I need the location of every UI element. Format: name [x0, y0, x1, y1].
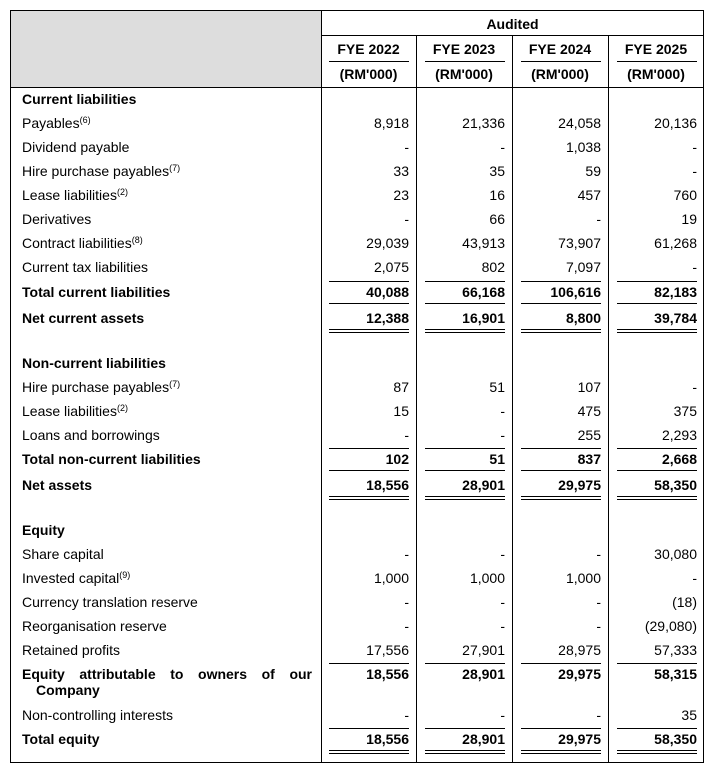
value-cell: -	[404, 427, 409, 443]
value-cell: 1,000	[469, 570, 505, 586]
value-cell: 19	[681, 211, 697, 227]
value-cell: 2,075	[373, 259, 409, 275]
value-cell: -	[404, 211, 409, 227]
value-cell: 1,000	[565, 570, 601, 586]
row-label	[22, 731, 100, 747]
value-cell: -	[692, 139, 697, 155]
header-blank-cell	[11, 11, 321, 87]
total-top-rule	[329, 281, 409, 282]
value-cell: -	[596, 546, 601, 562]
table-row	[11, 614, 705, 638]
table-row	[11, 542, 705, 566]
value-cell: 1,000	[373, 570, 409, 586]
row-label-text: Lease liabilities	[22, 403, 117, 419]
value-cell: 18,556	[366, 666, 409, 682]
total-double-rule	[521, 499, 601, 500]
total-bottom-rule	[617, 750, 697, 751]
total-top-rule	[617, 448, 697, 449]
value-cell: -	[500, 618, 505, 634]
header-underline	[329, 61, 409, 62]
value-cell: 15	[393, 403, 409, 419]
row-label-text: Current tax liabilities	[22, 259, 149, 275]
table-row	[11, 590, 705, 614]
row-label	[22, 91, 136, 107]
unit-header: (RM'000)	[435, 66, 493, 82]
value-cell: 59	[585, 163, 601, 179]
row-label	[22, 235, 143, 251]
total-top-rule	[329, 728, 409, 729]
value-cell: (18)	[672, 594, 697, 610]
table-row	[11, 207, 705, 231]
table-row	[11, 87, 705, 111]
row-label	[22, 379, 180, 395]
table-row	[11, 231, 705, 255]
value-cell: 837	[577, 451, 601, 467]
value-cell: 102	[385, 451, 409, 467]
table-row	[11, 351, 705, 375]
total-bottom-rule	[425, 329, 505, 330]
year-header: FYE 2025	[624, 41, 688, 57]
value-cell: 61,268	[654, 235, 697, 251]
total-double-rule	[617, 753, 697, 754]
value-cell: 7,097	[565, 259, 601, 275]
unit-header: (RM'000)	[627, 66, 685, 82]
total-bottom-rule	[329, 750, 409, 751]
table-row	[11, 566, 705, 590]
value-cell: -	[500, 546, 505, 562]
value-cell: -	[500, 403, 505, 419]
value-cell: 30,080	[654, 546, 697, 562]
row-label	[22, 594, 198, 610]
value-cell: 107	[577, 379, 601, 395]
total-bottom-rule	[329, 470, 409, 471]
total-double-rule	[425, 753, 505, 754]
header-divider	[321, 35, 703, 36]
table-row	[11, 159, 705, 183]
footnote-marker: (7)	[169, 379, 181, 389]
row-label-text: Hire purchase payables	[22, 379, 170, 395]
row-label	[22, 259, 148, 275]
value-cell: 28,975	[558, 642, 601, 658]
total-bottom-rule	[521, 496, 601, 497]
row-label	[22, 355, 166, 371]
header-underline	[425, 61, 505, 62]
value-cell: 29,975	[558, 666, 601, 682]
value-cell: -	[404, 139, 409, 155]
value-cell: 2,293	[661, 427, 697, 443]
row-label-text: Non-controlling interests	[22, 707, 173, 723]
row-label	[22, 642, 120, 658]
value-cell: 475	[577, 403, 601, 419]
value-cell: 255	[577, 427, 601, 443]
value-cell: -	[404, 707, 409, 723]
row-label-text: Net current assets	[22, 310, 145, 326]
value-cell: -	[500, 139, 505, 155]
value-cell: 29,975	[558, 731, 601, 747]
value-cell: -	[692, 163, 697, 179]
total-bottom-rule	[425, 470, 505, 471]
total-double-rule	[425, 499, 505, 500]
row-label-text: Contract liabilities	[22, 235, 132, 251]
value-cell: 58,350	[654, 731, 697, 747]
total-double-rule	[521, 753, 601, 754]
value-cell: 73,907	[558, 235, 601, 251]
table-row	[11, 399, 705, 423]
value-cell: 21,336	[462, 115, 505, 131]
row-label-text: Lease liabilities	[22, 187, 117, 203]
unit-header: (RM'000)	[339, 66, 398, 82]
value-cell: -	[692, 259, 697, 275]
row-label	[22, 427, 160, 443]
table-row	[11, 703, 705, 727]
total-bottom-rule	[521, 750, 601, 751]
total-bottom-rule	[617, 470, 697, 471]
total-top-rule	[329, 448, 409, 449]
value-cell: 82,183	[654, 284, 697, 300]
value-cell: 28,901	[462, 666, 505, 682]
total-top-rule	[425, 281, 505, 282]
total-top-rule	[617, 281, 697, 282]
table-row	[11, 447, 705, 471]
total-double-rule	[425, 332, 505, 333]
value-cell: 2,668	[661, 451, 697, 467]
row-label	[22, 618, 167, 634]
table-row	[11, 727, 705, 751]
row-label-text: Total equity	[22, 731, 100, 747]
value-cell: 20,136	[654, 115, 697, 131]
table-row	[11, 638, 705, 662]
value-cell: 1,038	[565, 139, 601, 155]
row-label	[22, 451, 201, 467]
value-cell: 51	[489, 451, 505, 467]
footnote-marker: (2)	[116, 403, 128, 413]
row-label	[22, 163, 180, 179]
year-header: FYE 2023	[432, 41, 496, 57]
total-bottom-rule	[425, 496, 505, 497]
row-label	[22, 666, 312, 698]
row-label	[22, 546, 104, 562]
value-cell: -	[596, 707, 601, 723]
table-row	[11, 423, 705, 447]
value-cell: 35	[489, 163, 505, 179]
footnote-marker: (7)	[169, 163, 181, 173]
footnote-marker: (6)	[79, 115, 91, 125]
footnote-marker: (8)	[131, 235, 143, 245]
value-cell: 16,901	[462, 310, 505, 326]
value-cell: -	[404, 618, 409, 634]
total-top-rule	[521, 281, 601, 282]
table-row	[11, 518, 705, 542]
row-label	[22, 139, 129, 155]
footnote-marker: (2)	[116, 187, 128, 197]
value-cell: -	[500, 707, 505, 723]
row-label-text: Equity	[22, 522, 65, 538]
table-row	[11, 255, 705, 279]
row-label-text: Invested capital	[22, 570, 120, 586]
value-cell: -	[692, 379, 697, 395]
total-double-rule	[617, 499, 697, 500]
year-header: FYE 2022	[337, 41, 400, 57]
total-bottom-rule	[329, 329, 409, 330]
value-cell: 8,800	[565, 310, 601, 326]
table-row	[11, 280, 705, 304]
value-cell: 802	[481, 259, 505, 275]
row-label-text: Hire purchase payables	[22, 163, 170, 179]
row-label-continuation: Company	[36, 682, 100, 698]
row-label	[22, 570, 130, 586]
total-bottom-rule	[617, 329, 697, 330]
total-bottom-rule	[425, 750, 505, 751]
value-cell: 51	[489, 379, 505, 395]
total-double-rule	[617, 332, 697, 333]
row-label-text: Total non-current liabilities	[22, 451, 201, 467]
total-top-rule	[521, 663, 601, 664]
row-label-text: Loans and borrowings	[22, 427, 160, 443]
value-cell: 29,039	[366, 235, 409, 251]
total-double-rule	[329, 332, 409, 333]
header-underline	[617, 61, 697, 62]
total-bottom-rule	[617, 303, 697, 304]
row-label-text: Non-current liabilities	[22, 355, 166, 371]
value-cell: 58,350	[654, 477, 697, 493]
table-row	[11, 473, 705, 497]
row-label	[22, 284, 170, 300]
total-top-rule	[425, 728, 505, 729]
value-cell: (29,080)	[644, 618, 697, 634]
table-row	[11, 662, 705, 702]
value-cell: 57,333	[654, 642, 697, 658]
total-top-rule	[425, 663, 505, 664]
total-top-rule	[521, 728, 601, 729]
value-cell: 58,315	[654, 666, 697, 682]
audited-header: Audited	[486, 16, 539, 32]
row-label-text: Share capital	[22, 546, 104, 562]
value-cell: 28,901	[462, 731, 505, 747]
total-bottom-rule	[521, 303, 601, 304]
total-top-rule	[521, 448, 601, 449]
total-double-rule	[329, 499, 409, 500]
table-row	[11, 183, 705, 207]
row-label	[22, 187, 128, 203]
year-header: FYE 2024	[528, 41, 592, 57]
total-top-rule	[425, 448, 505, 449]
total-bottom-rule	[521, 329, 601, 330]
value-cell: 40,088	[366, 284, 409, 300]
header-underline	[521, 61, 601, 62]
value-cell: 87	[393, 379, 409, 395]
value-cell: 760	[673, 187, 697, 203]
value-cell: 39,784	[654, 310, 697, 326]
table-row	[11, 111, 705, 135]
value-cell: 28,901	[462, 477, 505, 493]
value-cell: 43,913	[462, 235, 505, 251]
value-cell: 16	[489, 187, 505, 203]
value-cell: -	[596, 594, 601, 610]
value-cell: 457	[577, 187, 601, 203]
value-cell: 27,901	[462, 642, 505, 658]
value-cell: 8,918	[373, 115, 409, 131]
total-top-rule	[617, 663, 697, 664]
row-label-text: Dividend payable	[22, 139, 130, 155]
total-bottom-rule	[329, 303, 409, 304]
row-label-text: Net assets	[22, 477, 93, 493]
row-label	[22, 707, 173, 723]
row-label-text: Total current liabilities	[22, 284, 171, 300]
row-label	[22, 403, 128, 419]
value-cell: -	[404, 546, 409, 562]
footnote-marker: (9)	[119, 570, 131, 580]
row-label-text: Retained profits	[22, 642, 121, 658]
value-cell: 29,975	[558, 477, 601, 493]
total-bottom-rule	[617, 496, 697, 497]
row-label	[22, 310, 144, 326]
value-cell: -	[500, 427, 505, 443]
unit-header: (RM'000)	[531, 66, 589, 82]
value-cell: 35	[681, 707, 697, 723]
row-label-text: Currency translation reserve	[22, 594, 198, 610]
value-cell: 18,556	[366, 731, 409, 747]
row-label	[22, 115, 91, 131]
value-cell: 33	[393, 163, 409, 179]
row-label	[22, 211, 91, 227]
table-row	[11, 306, 705, 330]
total-bottom-rule	[521, 470, 601, 471]
row-label-text: Reorganisation reserve	[22, 618, 167, 634]
row-label-text: Derivatives	[22, 211, 92, 227]
table-row	[11, 375, 705, 399]
value-cell: -	[692, 570, 697, 586]
financial-table	[10, 10, 704, 763]
value-cell: -	[596, 211, 601, 227]
total-bottom-rule	[425, 303, 505, 304]
value-cell: 23	[393, 187, 409, 203]
value-cell: 66,168	[462, 284, 505, 300]
value-cell: -	[596, 618, 601, 634]
value-cell: -	[500, 594, 505, 610]
value-cell: 18,556	[366, 477, 409, 493]
value-cell: 24,058	[558, 115, 601, 131]
total-top-rule	[617, 728, 697, 729]
row-label	[22, 522, 65, 538]
row-label	[22, 477, 92, 493]
total-double-rule	[521, 332, 601, 333]
value-cell: 106,616	[550, 284, 601, 300]
value-cell: 375	[673, 403, 697, 419]
row-label-text: Equity attributable to owners of our	[22, 666, 312, 682]
row-label-text: Payables	[22, 115, 80, 131]
total-top-rule	[329, 663, 409, 664]
value-cell: -	[404, 594, 409, 610]
total-double-rule	[329, 753, 409, 754]
value-cell: 66	[489, 211, 505, 227]
value-cell: 17,556	[366, 642, 409, 658]
value-cell: 12,388	[366, 310, 409, 326]
row-label-text: Current liabilities	[22, 91, 137, 107]
table-row	[11, 135, 705, 159]
total-bottom-rule	[329, 496, 409, 497]
